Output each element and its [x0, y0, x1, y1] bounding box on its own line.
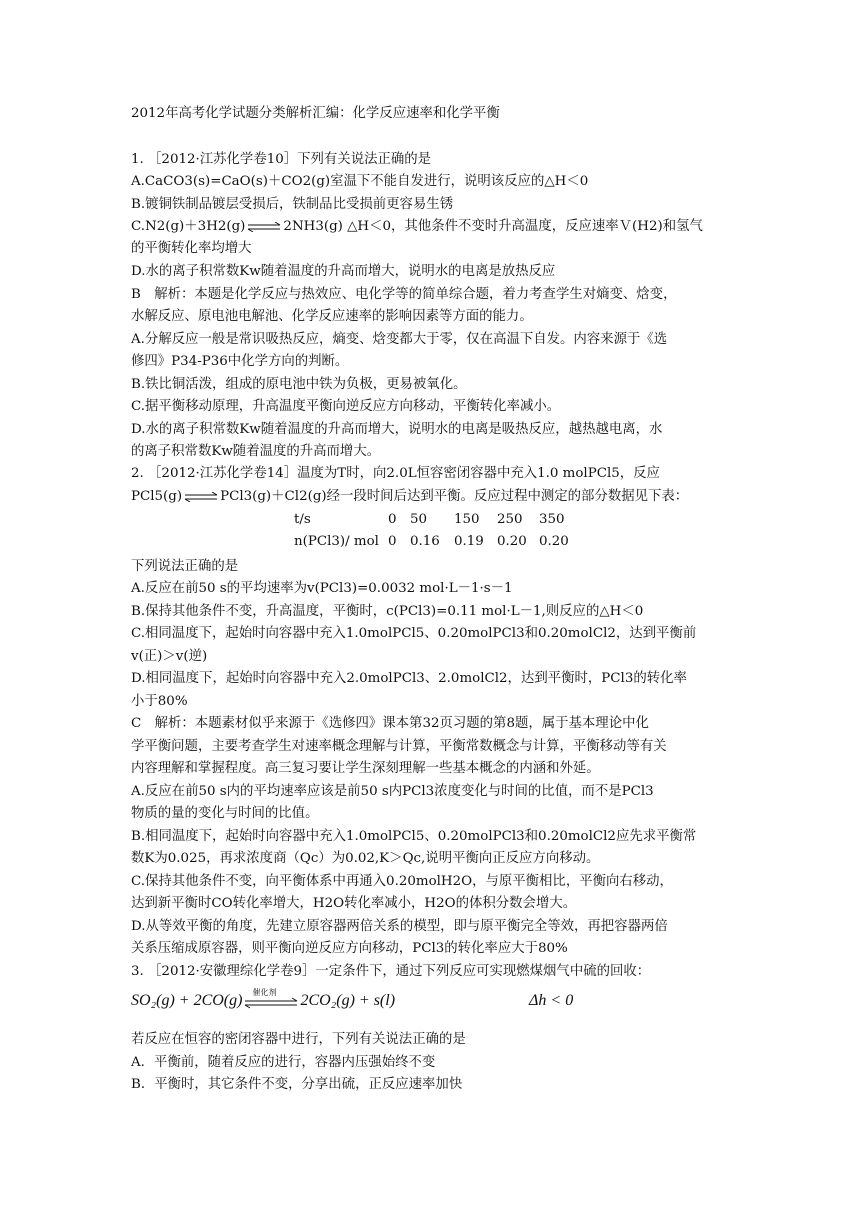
q2-stem-line1: 2. ［2012·江苏化学卷14］温度为T时，向2.0L恒容密闭容器中充入1.0 molPCl5，反应 — [131, 466, 660, 481]
q1-option-c-products: 2NH3(g) △H＜0，其他条件不变时升高温度，反应速率Ｖ(H2)和氢气 — [283, 219, 703, 234]
q2-option-c-line1: C.相同温度下，起始时向容器中充入1.0molPCl5、0.20molPCl3和0.20molCl2，达到平衡前 — [131, 626, 697, 641]
q2-option-d-line1: D.相同温度下，起始时向容器中充入2.0molPCl3、2.0molCl2，达到平衡时，PCl3的转化率 — [131, 671, 687, 686]
q1-option-c-line2: 的平衡转化率均增大 — [131, 241, 252, 256]
q2-analysis-c-line1: C.保持其他条件不变，向平衡体系中再通入0.20molH2O，与原平衡相比，平衡向右移动， — [131, 874, 673, 889]
q3-option-b: B．平衡时，其它条件不变，分享出硫，正反应速率加快 — [131, 1077, 463, 1092]
q2-option-a: A.反应在前50 s的平均速率为v(PCl3)=0.0032 mol·L－1·s－1 — [131, 581, 513, 596]
catalyst-arrow — [244, 988, 298, 1009]
table-cell: 0 — [388, 512, 397, 527]
q2-lead: 下列说法正确的是 — [131, 559, 239, 574]
table-cell: 0.20 — [539, 534, 569, 549]
q1-option-c-line1 — [131, 217, 703, 237]
table-row2-label: n(PCl3)/ mol — [294, 534, 379, 549]
q2-answer-line3: 内容理解和掌握程度。高三复习要让学生深刻理解一些基本概念的内涵和外延。 — [131, 761, 600, 776]
q1-analysis-a-line1: A.分解反应一般是常识吸热反应，熵变、焓变都大于零，仅在高温下自发。内容来源于《选 — [131, 332, 668, 347]
q2-stem-rest: PCl3(g)＋Cl2(g)经一段时间后达到平衡。反应过程中测定的部分数据见下表： — [220, 489, 689, 504]
q2-option-d-line2: 小于80% — [131, 694, 188, 709]
q1-option-d: D.水的离子积常数Kw随着温度的升高而增大，说明水的电离是放热反应 — [131, 264, 556, 279]
q2-answer-line1: C 解析：本题素材似乎来源于《选修四》课本第32页习题的第8题，属于基本理论中化 — [131, 716, 649, 731]
q1-analysis-d-line2: 的离子积常数Kw随着温度的升高而增大。 — [131, 444, 381, 459]
q3-option-a: A．平衡前，随着反应的进行，容器内压强始终不变 — [131, 1055, 436, 1070]
q2-option-b: B.保持其他条件不变，升高温度，平衡时，c(PCl3)=0.11 mol·L－1,则反应的△H＜0 — [131, 604, 644, 619]
q1-answer-line1: B 解析：本题是化学反应与热效应、电化学等的简单综合题，着力考查学生对熵变、焓变， — [131, 287, 677, 302]
q1-stem: 1. ［2012·江苏化学卷10］下列有关说法正确的是 — [131, 152, 432, 167]
equation-reactants: SO₂(g) + 2CO(g) — [131, 992, 243, 1009]
q1-analysis-d-line1: D.水的离子积常数Kw随着温度的升高而增大，说明水的电离是吸热反应，越热越电离，水 — [131, 422, 663, 437]
q3-lead: 若反应在恒容的密闭容器中进行，下列有关说法正确的是 — [131, 1032, 466, 1047]
q2-option-c-line2: v(正)＞v(逆) — [131, 649, 208, 664]
enthalpy-change: Δh < 0 — [529, 992, 574, 1009]
equilibrium-arrow-icon — [247, 222, 281, 232]
q1-option-b: B.镀铜铁制品镀层受损后，铁制品比受损前更容易生锈 — [131, 197, 454, 212]
q3-stem: 3. ［2012·安徽理综化学卷9］一定条件下，通过下列反应可实现燃煤烟气中硫的回收： — [131, 964, 651, 979]
q1-answer-line2: 水解反应、原电池电解池、化学反应速率的影响因素等方面的能力。 — [131, 309, 533, 324]
table-cell: 0 — [388, 534, 397, 549]
q2-answer-line2: 学平衡问题，主要考查学生对速率概念理解与计算，平衡常数概念与计算，平衡移动等有关 — [131, 739, 667, 754]
table-cell: 50 — [410, 512, 428, 527]
equation-products: 2CO₂(g) + s(l) — [300, 992, 396, 1009]
table-cell: 350 — [539, 512, 565, 527]
q2-analysis-d-line1: D.从等效平衡的角度，先建立原容器两倍关系的模型，即与原平衡完全等效，再把容器两倍 — [131, 919, 668, 934]
q1-option-c-reactants: C.N2(g)＋3H2(g) — [131, 219, 246, 234]
table-cell: 0.20 — [497, 534, 527, 549]
q2-analysis-b-line1: B.相同温度下，起始时向容器中充入1.0molPCl5、0.20molPCl3和0.20molCl2应先求平衡常 — [131, 829, 697, 844]
table-row1-label: t/s — [294, 512, 311, 527]
document-title: 2012年高考化学试题分类解析汇编：化学反应速率和化学平衡 — [131, 106, 500, 121]
q1-analysis-c: C.据平衡移动原理，升高温度平衡向逆反应方向移动，平衡转化率减小。 — [131, 399, 561, 414]
catalyst-label: 催化剂 — [252, 988, 277, 998]
q2-analysis-a-line2: 物质的量的变化与时间的比值。 — [131, 806, 319, 821]
table-cell: 0.16 — [410, 534, 440, 549]
equilibrium-arrow-icon — [244, 995, 298, 1011]
equilibrium-arrow-icon — [184, 492, 218, 502]
reaction-equation — [131, 988, 574, 1010]
table-cell: 250 — [497, 512, 523, 527]
q2-analysis-d-line2: 关系压缩成原容器，则平衡向逆反应方向移动，PCl3的转化率应大于80% — [131, 941, 568, 956]
q2-stem-line2 — [131, 487, 688, 507]
q2-reactant: PCl5(g) — [131, 489, 183, 504]
q2-analysis-a-line1: A.反应在前50 s内的平均速率应该是前50 s内PCl3浓度变化与时间的比值，而不是PCl3 — [131, 784, 654, 799]
table-cell: 0.19 — [454, 534, 484, 549]
q1-analysis-a-line2: 修四》P34-P36中化学方向的判断。 — [131, 354, 349, 369]
q1-analysis-b: B.铁比铜活泼，组成的原电池中铁为负极，更易被氧化。 — [131, 377, 467, 392]
q2-analysis-c-line2: 达到新平衡时CO转化率增大，H2O转化率减小，H2O的体积分数会增大。 — [131, 896, 577, 911]
table-cell: 150 — [454, 512, 480, 527]
q2-analysis-b-line2: 数K为0.025，再求浓度商（Qc）为0.02,K＞Qc,说明平衡向正反应方向移动。 — [131, 851, 600, 866]
q1-option-a: A.CaCO3(s)=CaO(s)＋CO2(g)室温下不能自发进行，说明该反应的△H＜0 — [131, 174, 589, 189]
